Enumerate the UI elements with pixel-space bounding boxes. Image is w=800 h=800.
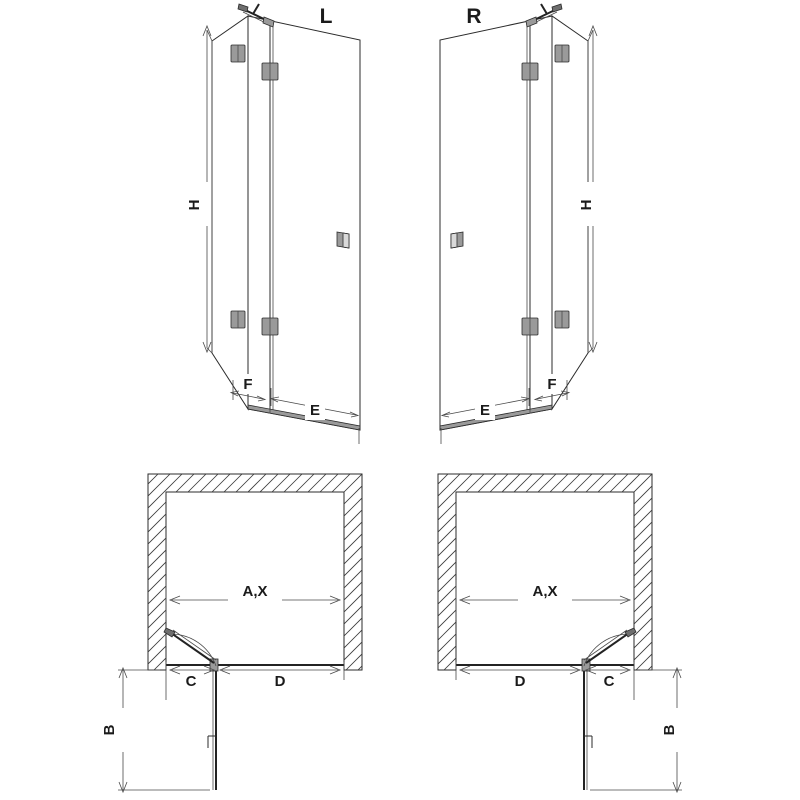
- elevation-left-bottom-rail: [248, 405, 360, 430]
- plan-left-door-label: D: [274, 673, 286, 690]
- plan-left-overall-dimension: [166, 580, 344, 620]
- plan-right-overall-label: A,X: [532, 583, 558, 600]
- elevation-left-door-hinge-upper: [262, 63, 278, 80]
- title-right: R: [466, 5, 482, 28]
- elevation-left-handle: [337, 232, 349, 248]
- elevation-left-hinge-upper: [231, 45, 245, 62]
- plan-left-panels: [164, 628, 344, 790]
- elevation-right-hinge-upper: [555, 45, 569, 62]
- plan-right-fixed-dimension: [586, 662, 634, 700]
- plan-left-door-dimension: [220, 662, 344, 691]
- plan-left: [101, 220, 400, 800]
- elevation-left-height-label: H: [186, 199, 203, 211]
- elevation-left-door-hinge-lower: [262, 318, 278, 335]
- elevation-right-hinge-lower: [555, 311, 569, 328]
- title-left: L: [319, 5, 333, 28]
- plan-left-overall-label: A,X: [242, 583, 268, 600]
- elevation-left: [186, 4, 360, 444]
- elevation-right-door-label: E: [479, 402, 491, 419]
- elevation-right-height-dimension: [578, 26, 602, 353]
- elevation-left-hinge-lower: [231, 311, 245, 328]
- elevation-right-bottom-rail: [440, 405, 552, 430]
- plan-right-fixed-label: C: [603, 673, 615, 690]
- elevation-left-return-panel: [212, 16, 248, 409]
- plan-right-panels: [456, 628, 636, 790]
- elevation-right: [440, 4, 602, 444]
- plan-right-overall-dimension: [456, 580, 634, 620]
- plan-left-depth-label: B: [101, 724, 118, 736]
- plan-right-door-label: D: [514, 673, 526, 690]
- elevation-left-stabiliser-bar: [238, 4, 274, 27]
- elevation-left-fixed-label: F: [243, 376, 253, 393]
- plan-right-depth-label: B: [661, 724, 678, 736]
- plan-left-wall: [120, 220, 400, 800]
- plan-right: [410, 220, 690, 800]
- elevation-right-fixed-label: F: [547, 376, 557, 393]
- plan-left-fixed-dimension: [166, 662, 214, 700]
- plan-right-wall: [410, 220, 690, 800]
- plan-right-door-dimension: [456, 662, 580, 691]
- elevation-right-door-hinge-upper: [522, 63, 538, 80]
- elevation-right-height-label: H: [578, 199, 595, 211]
- elevation-right-handle: [451, 232, 463, 248]
- elevation-left-door-label: E: [309, 402, 321, 419]
- elevation-left-fixed-dimension: [231, 374, 271, 406]
- elevation-right-fixed-dimension: [529, 374, 569, 406]
- plan-left-fixed-label: C: [185, 673, 197, 690]
- elevation-left-height-dimension: [186, 26, 212, 353]
- elevation-right-door-hinge-lower: [522, 318, 538, 335]
- elevation-right-stabiliser-bar: [526, 4, 562, 27]
